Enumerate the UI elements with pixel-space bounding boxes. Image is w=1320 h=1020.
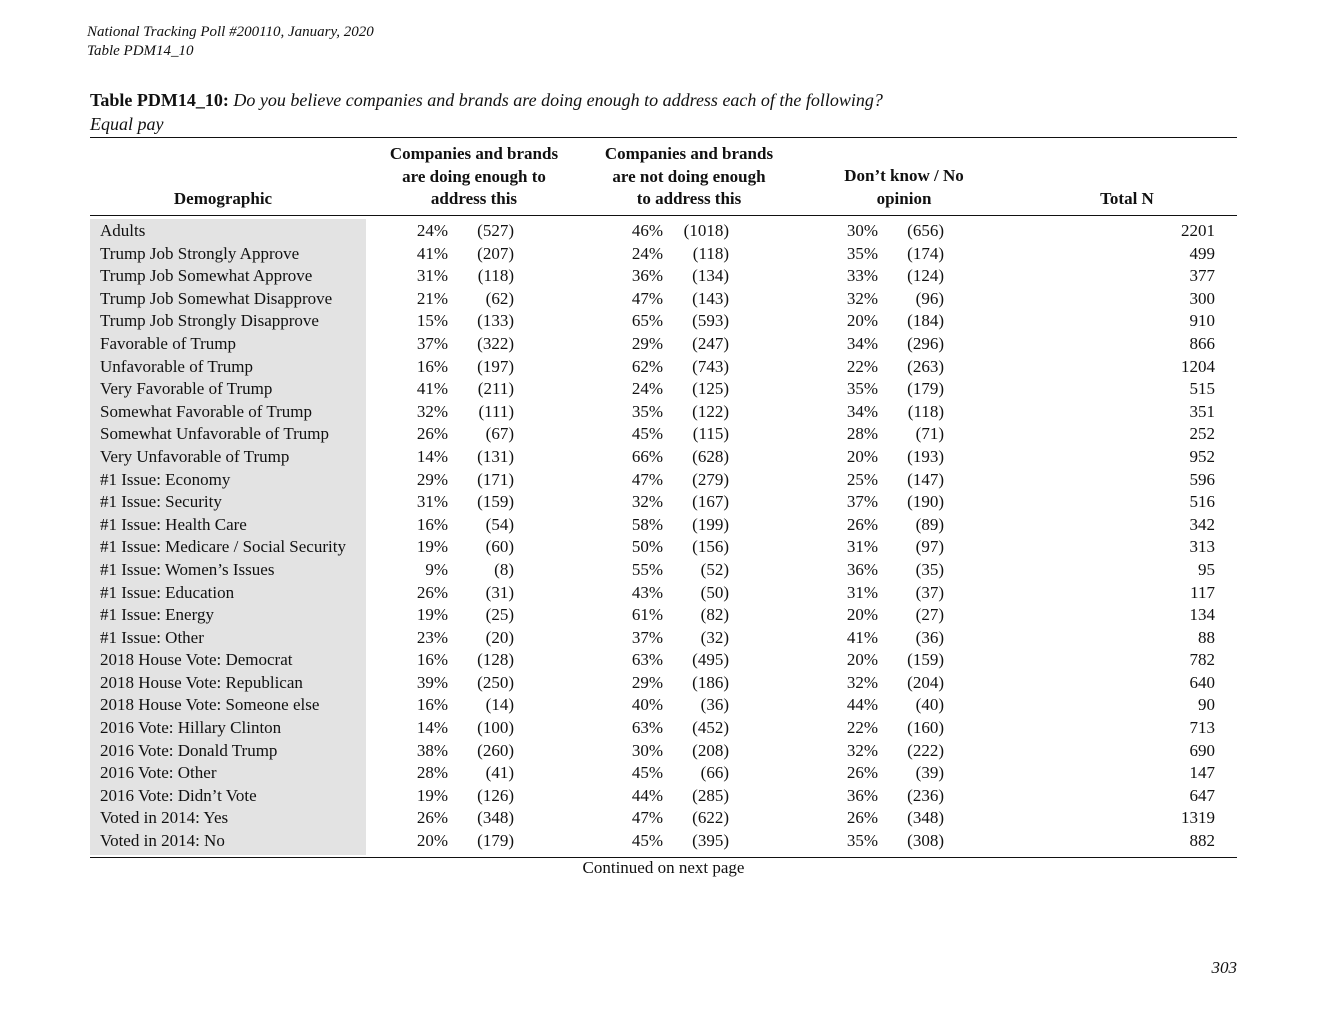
table-row: [90, 401, 1215, 424]
cell-c3p: 28%: [846, 424, 878, 444]
header-not-doing-enough: Companies and brands are not doing enough to address this: [604, 144, 774, 208]
cell-c1n: (31): [485, 582, 514, 602]
cell-c3p: 32%: [846, 740, 878, 760]
cell-c3n: (222): [907, 740, 944, 760]
cell-c3n: (35): [915, 559, 944, 579]
cell-c2p: 24%: [631, 243, 663, 263]
cell-c2n: (125): [692, 379, 729, 399]
cell-total: 377: [1189, 266, 1215, 286]
cell-c1n: (8): [494, 559, 514, 579]
cell-c2n: (167): [692, 492, 729, 512]
cell-c1n: (250): [477, 672, 514, 692]
header-doing-enough: Companies and brands are doing enough to address this: [389, 144, 559, 208]
table-row: [90, 514, 1215, 537]
cell-c2n: (593): [692, 311, 729, 331]
cell-total: 882: [1189, 831, 1215, 851]
cell-c1n: (211): [477, 379, 514, 399]
cell-c2p: 47%: [631, 808, 663, 828]
cell-c2n: (186): [692, 672, 729, 692]
table-row: [90, 446, 1215, 469]
cell-c3p: 35%: [846, 379, 878, 399]
cell-c2n: (82): [700, 605, 729, 625]
cell-c3p: 41%: [846, 627, 878, 647]
table-row: [90, 604, 1215, 627]
caption-subtitle: Equal pay: [90, 114, 164, 134]
cell-c2n: (285): [692, 785, 729, 805]
cell-c1n: (179): [477, 831, 514, 851]
cell-c2p: 62%: [631, 356, 663, 376]
row-label: #1 Issue: Energy: [100, 605, 214, 625]
table-row: [90, 672, 1215, 695]
crosstab-table: [90, 220, 1215, 853]
table-row: [90, 491, 1215, 514]
row-label: Trump Job Somewhat Approve: [100, 266, 313, 286]
cell-c1p: 26%: [416, 424, 448, 444]
cell-total: 866: [1189, 333, 1215, 353]
cell-total: 117: [1190, 582, 1215, 602]
cell-c2p: 44%: [631, 785, 663, 805]
cell-c2p: 45%: [631, 424, 663, 444]
cell-c1n: (207): [477, 243, 514, 263]
cell-c2n: (50): [700, 582, 729, 602]
cell-c2n: (122): [692, 401, 729, 421]
cell-c3n: (296): [907, 333, 944, 353]
cell-c2p: 47%: [631, 469, 663, 489]
cell-c2n: (495): [692, 650, 729, 670]
header-total-n: Total N: [1100, 189, 1154, 208]
cell-c3p: 32%: [846, 672, 878, 692]
row-label: Trump Job Strongly Approve: [100, 243, 300, 263]
table-id: Table PDM14_10: [87, 43, 194, 59]
table-row: [90, 243, 1215, 266]
poll-title: National Tracking Poll #200110, January, 2020: [87, 24, 374, 40]
cell-c1p: 19%: [416, 785, 448, 805]
cell-c1p: 41%: [416, 379, 448, 399]
cell-c3p: 36%: [846, 785, 878, 805]
cell-c1p: 28%: [416, 763, 448, 783]
cell-c1p: 24%: [416, 221, 448, 240]
cell-c2n: (452): [692, 718, 729, 738]
cell-c3n: (71): [915, 424, 944, 444]
cell-c1n: (20): [485, 627, 514, 647]
table-row: [90, 220, 1215, 243]
cell-total: 690: [1189, 740, 1215, 760]
cell-c1n: (131): [477, 446, 514, 466]
cell-c3n: (160): [907, 718, 944, 738]
cell-c3p: 44%: [846, 695, 878, 715]
cell-c3n: (308): [907, 831, 944, 851]
cell-total: 782: [1189, 650, 1215, 670]
table-row: [90, 356, 1215, 379]
cell-c2p: 46%: [631, 221, 663, 240]
cell-c1p: 21%: [416, 288, 448, 308]
cell-c1p: 39%: [416, 672, 448, 692]
cell-c1p: 15%: [416, 311, 448, 331]
cell-c1n: (54): [485, 514, 514, 534]
cell-c1p: 19%: [416, 537, 448, 557]
cell-total: 1319: [1181, 808, 1215, 828]
cell-total: 2201: [1181, 221, 1215, 240]
cell-c2p: 50%: [631, 537, 663, 557]
cell-c2n: (622): [692, 808, 729, 828]
page-number: 303: [1211, 958, 1237, 977]
cell-c2n: (156): [692, 537, 729, 557]
cell-total: 596: [1189, 469, 1215, 489]
row-label: Very Favorable of Trump: [100, 379, 273, 399]
cell-c2p: 40%: [631, 695, 663, 715]
cell-c3p: 34%: [846, 401, 878, 421]
cell-total: 90: [1198, 695, 1215, 715]
cell-c3p: 37%: [846, 492, 878, 512]
table-row: [90, 627, 1215, 650]
cell-c2n: (199): [692, 514, 729, 534]
continued-note: Continued on next page: [582, 858, 745, 877]
cell-c1p: 32%: [416, 401, 448, 421]
cell-c1n: (171): [477, 469, 514, 489]
cell-c3p: 20%: [846, 446, 878, 466]
cell-c2n: (247): [692, 333, 729, 353]
cell-c1p: 41%: [416, 243, 448, 263]
cell-c2n: (628): [692, 446, 729, 466]
cell-c1p: 19%: [416, 605, 448, 625]
cell-c2p: 30%: [631, 740, 663, 760]
table-row: [90, 582, 1215, 605]
cell-total: 647: [1189, 785, 1215, 805]
cell-c2p: 61%: [631, 605, 663, 625]
cell-c2p: 63%: [631, 650, 663, 670]
cell-c2n: (208): [692, 740, 729, 760]
table-row: [90, 378, 1215, 401]
caption-lead: Table PDM14_10:: [90, 90, 229, 110]
cell-c1p: 38%: [416, 740, 448, 760]
cell-c2n: (52): [700, 559, 729, 579]
row-label: #1 Issue: Economy: [100, 469, 231, 489]
cell-c3n: (193): [907, 446, 944, 466]
row-label: Favorable of Trump: [100, 333, 236, 353]
cell-c1p: 14%: [416, 718, 448, 738]
cell-c2p: 55%: [631, 559, 663, 579]
row-label: #1 Issue: Security: [100, 492, 222, 512]
cell-c2n: (279): [692, 469, 729, 489]
table-row: [90, 649, 1215, 672]
table-row: [90, 469, 1215, 492]
cell-c3n: (39): [915, 763, 944, 783]
cell-c2p: 37%: [631, 627, 663, 647]
cell-c3p: 20%: [846, 605, 878, 625]
cell-c3n: (179): [907, 379, 944, 399]
cell-c2p: 29%: [631, 672, 663, 692]
table-row: [90, 333, 1215, 356]
cell-c2n: (66): [700, 763, 729, 783]
cell-c3n: (89): [915, 514, 944, 534]
cell-total: 313: [1189, 537, 1215, 557]
cell-c3n: (348): [907, 808, 944, 828]
cell-c2p: 43%: [631, 582, 663, 602]
cell-c1n: (25): [485, 605, 514, 625]
cell-c1n: (348): [477, 808, 514, 828]
row-label: 2016 Vote: Hillary Clinton: [100, 718, 282, 738]
header-rule: [90, 215, 1237, 216]
cell-total: 147: [1189, 763, 1215, 783]
cell-c3p: 25%: [846, 469, 878, 489]
cell-c2p: 36%: [631, 266, 663, 286]
cell-c2n: (36): [700, 695, 729, 715]
table-row: [90, 740, 1215, 763]
table-row: [90, 830, 1215, 853]
table-row: [90, 536, 1215, 559]
cell-c1n: (159): [477, 492, 514, 512]
table-row: [90, 785, 1215, 808]
cell-c2p: 24%: [631, 379, 663, 399]
cell-c1p: 31%: [416, 266, 448, 286]
cell-total: 252: [1189, 424, 1215, 444]
row-label: Adults: [100, 221, 146, 240]
table-row: [90, 288, 1215, 311]
cell-c3n: (97): [915, 537, 944, 557]
cell-c3p: 26%: [846, 514, 878, 534]
cell-c1n: (260): [477, 740, 514, 760]
cell-c2p: 58%: [631, 514, 663, 534]
cell-c1p: 20%: [416, 831, 448, 851]
cell-c3p: 36%: [846, 559, 878, 579]
cell-total: 499: [1189, 243, 1215, 263]
cell-c1n: (118): [477, 266, 514, 286]
row-label: #1 Issue: Women’s Issues: [100, 559, 275, 579]
table-row: [90, 559, 1215, 582]
cell-c1p: 16%: [416, 514, 448, 534]
caption-question: Do you believe companies and brands are doing enough to address each of the following?: [233, 90, 883, 110]
cell-c3p: 30%: [846, 221, 878, 240]
cell-total: 134: [1189, 605, 1215, 625]
cell-c3p: 20%: [846, 650, 878, 670]
header-dont-know: Don’t know / No opinion: [844, 166, 964, 208]
row-label: #1 Issue: Other: [100, 627, 204, 647]
cell-c1n: (100): [477, 718, 514, 738]
table-row: [90, 717, 1215, 740]
cell-c1p: 37%: [416, 333, 448, 353]
table-row: [90, 762, 1215, 785]
row-label: Trump Job Somewhat Disapprove: [100, 288, 333, 308]
row-label: 2018 House Vote: Someone else: [100, 695, 320, 715]
cell-c3p: 35%: [846, 831, 878, 851]
cell-c3n: (159): [907, 650, 944, 670]
cell-c3n: (236): [907, 785, 944, 805]
cell-total: 910: [1189, 311, 1215, 331]
cell-c2p: 29%: [631, 333, 663, 353]
cell-c3n: (124): [907, 266, 944, 286]
row-label: Trump Job Strongly Disapprove: [100, 311, 319, 331]
table-row: [90, 310, 1215, 333]
cell-c1n: (14): [485, 695, 514, 715]
cell-c3p: 31%: [846, 537, 878, 557]
cell-c2p: 35%: [631, 401, 663, 421]
row-label: 2018 House Vote: Democrat: [100, 650, 293, 670]
cell-c2p: 32%: [631, 492, 663, 512]
table-row: [90, 265, 1215, 288]
cell-c1p: 9%: [425, 559, 448, 579]
cell-c3n: (118): [907, 401, 944, 421]
cell-c3p: 22%: [846, 718, 878, 738]
cell-c3p: 31%: [846, 582, 878, 602]
cell-c3p: 35%: [846, 243, 878, 263]
cell-total: 952: [1189, 446, 1215, 466]
cell-total: 342: [1189, 514, 1215, 534]
cell-c3n: (190): [907, 492, 944, 512]
cell-c2n: (115): [692, 424, 729, 444]
cell-c3n: (147): [907, 469, 944, 489]
table-caption: [90, 88, 1240, 136]
row-label: Somewhat Unfavorable of Trump: [100, 424, 330, 444]
cell-c1n: (111): [478, 401, 514, 421]
cell-c3n: (36): [915, 627, 944, 647]
row-label: 2016 Vote: Didn’t Vote: [100, 785, 257, 805]
row-label: 2016 Vote: Donald Trump: [100, 740, 278, 760]
table-row: [90, 423, 1215, 446]
header-demographic: Demographic: [173, 189, 273, 208]
cell-c3n: (204): [907, 672, 944, 692]
cell-c3p: 26%: [846, 808, 878, 828]
cell-c1n: (60): [485, 537, 514, 557]
cell-c3n: (40): [915, 695, 944, 715]
cell-total: 713: [1189, 718, 1215, 738]
row-label: Voted in 2014: No: [100, 831, 225, 851]
cell-total: 515: [1189, 379, 1215, 399]
cell-c2p: 45%: [631, 831, 663, 851]
row-label: #1 Issue: Medicare / Social Security: [100, 537, 346, 557]
cell-total: 516: [1189, 492, 1215, 512]
top-rule: [90, 137, 1237, 138]
cell-c2p: 66%: [631, 446, 663, 466]
row-label: Very Unfavorable of Trump: [100, 446, 290, 466]
cell-c2p: 47%: [631, 288, 663, 308]
cell-c1n: (41): [485, 763, 514, 783]
cell-c3n: (656): [907, 221, 944, 240]
cell-c1p: 26%: [416, 582, 448, 602]
cell-c1n: (322): [477, 333, 514, 353]
cell-c1p: 16%: [416, 695, 448, 715]
row-label: #1 Issue: Health Care: [100, 514, 247, 534]
cell-c3p: 22%: [846, 356, 878, 376]
row-label: Voted in 2014: Yes: [100, 808, 229, 828]
cell-c1n: (67): [485, 424, 514, 444]
cell-c3n: (37): [915, 582, 944, 602]
row-label: Unfavorable of Trump: [100, 356, 253, 376]
table-row: [90, 807, 1215, 830]
cell-c3n: (174): [907, 243, 944, 263]
cell-total: 640: [1189, 672, 1215, 692]
row-label: 2016 Vote: Other: [100, 763, 217, 783]
cell-c1n: (197): [477, 356, 514, 376]
cell-c2n: (743): [692, 356, 729, 376]
cell-c1n: (527): [477, 221, 514, 240]
cell-c3n: (27): [915, 605, 944, 625]
cell-total: 351: [1189, 401, 1215, 421]
cell-c1n: (62): [485, 288, 514, 308]
cell-c2n: (118): [692, 243, 729, 263]
cell-c1p: 14%: [416, 446, 448, 466]
cell-total: 300: [1189, 288, 1215, 308]
cell-c3p: 34%: [846, 333, 878, 353]
cell-c1n: (128): [477, 650, 514, 670]
cell-total: 88: [1198, 627, 1215, 647]
cell-c1p: 16%: [416, 356, 448, 376]
cell-c3p: 33%: [846, 266, 878, 286]
cell-c3p: 20%: [846, 311, 878, 331]
cell-total: 95: [1198, 559, 1215, 579]
cell-c2n: (1018): [683, 221, 729, 240]
row-label: #1 Issue: Education: [100, 582, 235, 602]
cell-c2n: (143): [692, 288, 729, 308]
cell-c3p: 26%: [846, 763, 878, 783]
cell-c1p: 31%: [416, 492, 448, 512]
row-label: Somewhat Favorable of Trump: [100, 401, 313, 421]
cell-c2p: 45%: [631, 763, 663, 783]
cell-c2n: (32): [700, 627, 729, 647]
cell-c2n: (134): [692, 266, 729, 286]
row-label: 2018 House Vote: Republican: [100, 672, 303, 692]
cell-c1p: 23%: [416, 627, 448, 647]
running-header: [87, 23, 374, 61]
cell-c3n: (96): [915, 288, 944, 308]
cell-c3p: 32%: [846, 288, 878, 308]
cell-c2n: (395): [692, 831, 729, 851]
cell-c1p: 29%: [416, 469, 448, 489]
cell-c3n: (263): [907, 356, 944, 376]
cell-c2p: 63%: [631, 718, 663, 738]
cell-total: 1204: [1181, 356, 1215, 376]
cell-c3n: (184): [907, 311, 944, 331]
cell-c2p: 65%: [631, 311, 663, 331]
cell-c1n: (133): [477, 311, 514, 331]
cell-c1n: (126): [477, 785, 514, 805]
cell-c1p: 16%: [416, 650, 448, 670]
table-row: [90, 694, 1215, 717]
cell-c1p: 26%: [416, 808, 448, 828]
